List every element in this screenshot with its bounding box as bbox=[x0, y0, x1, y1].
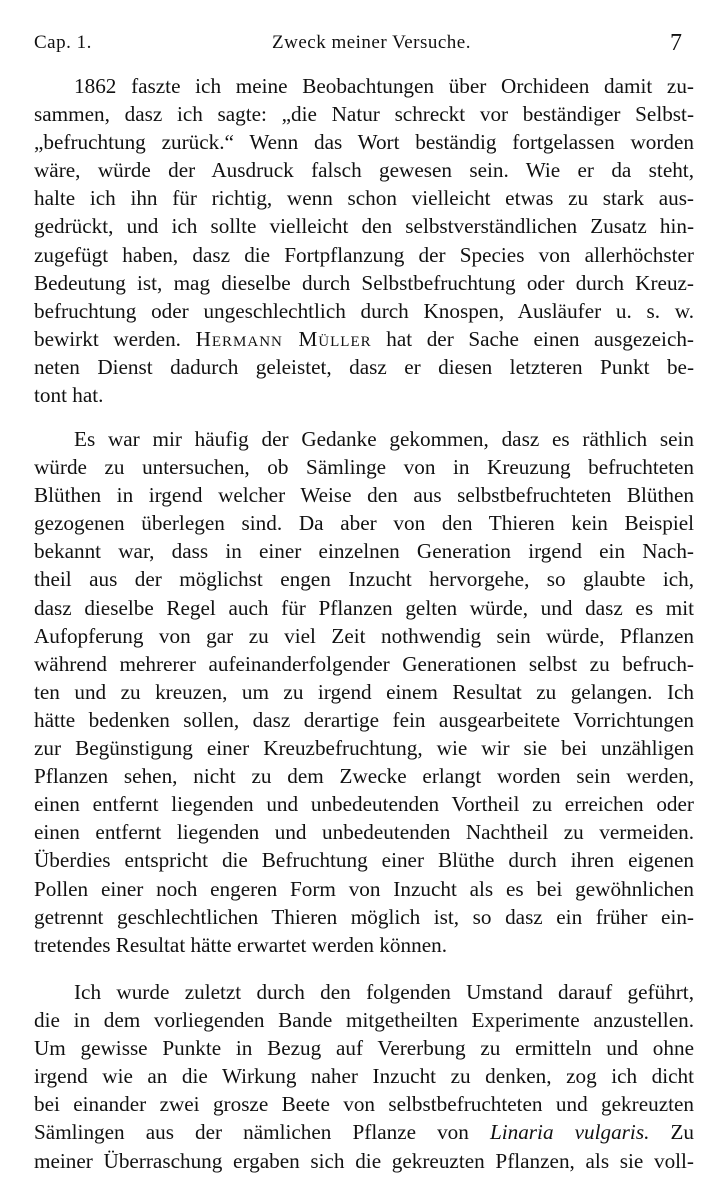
text-line: tont hat. bbox=[34, 383, 104, 408]
text-line: befruchtung oder ungeschlechtlich durch Knospen, Ausläufer u. s. w. bbox=[34, 298, 694, 323]
text-line: neten Dienst dadurch geleistet, dasz er diesen letzteren Punkt be- bbox=[34, 354, 694, 379]
text-line: Blüthen in irgend welcher Weise den aus selbstbefruchteten Blüthen bbox=[34, 483, 694, 508]
text-line: wäre, würde der Ausdruck falsch gewesen sein. Wie er da steht, bbox=[34, 158, 694, 183]
species-name: Linaria vulgaris. bbox=[489, 1120, 650, 1145]
text-line: zur Begünstigung einer Kreuzbefruchtung, wie wir sie bei unzähligen bbox=[34, 736, 694, 761]
text-line: Bedeutung ist, mag dieselbe durch Selbstbefruchtung oder durch Kreuz- bbox=[34, 270, 694, 295]
text-line: Es war mir häufig der Gedanke gekommen, dasz es räthlich sein bbox=[74, 427, 694, 451]
text-line: getrennt geschlechtlichen Thieren möglich ist, so dasz ein früher ein- bbox=[34, 904, 694, 929]
text-line: sammen, dasz ich sagte: „die Natur schreckt vor beständiger Selbst- bbox=[34, 102, 694, 127]
line-text: bewirkt werden. bbox=[34, 326, 196, 351]
paragraph-3 bbox=[34, 978, 694, 1175]
text-line: während mehrerer aufeinanderfolgender Generationen selbst zu befruch- bbox=[34, 651, 694, 676]
line-text: Sämlingen aus der nämlichen Pflanze von bbox=[34, 1120, 490, 1145]
text-line: bekannt war, dass in einer einzelnen Generation irgend ein Nach- bbox=[34, 539, 694, 564]
paragraph-2 bbox=[34, 425, 694, 959]
text-line: einen entfernt liegenden und unbedeutenden Vortheil zu erreichen oder bbox=[34, 792, 694, 817]
text-line: würde zu untersuchen, ob Sämlinge von in Kreuzung befruchteten bbox=[34, 455, 694, 480]
text-line: Überdies entspricht die Befruchtung einer Blüthe durch ihren eigenen bbox=[34, 848, 694, 873]
text-line: bei einander zwei grosze Beete von selbstbefruchteten und gekreuzten bbox=[34, 1092, 694, 1117]
text-line: Aufopferung von gar zu viel Zeit nothwendig sein würde, Pflanzen bbox=[34, 623, 694, 648]
text-line: zugefügt haben, dasz die Fortpflanzung der Species von allerhöchster bbox=[34, 242, 694, 267]
text-line bbox=[34, 1118, 694, 1146]
text-line: theil aus der möglichst engen Inzucht hervorgehe, so glaubte ich, bbox=[34, 567, 694, 592]
text-line: irgend wie an die Wirkung naher Inzucht zu denken, zog ich dicht bbox=[34, 1064, 694, 1089]
page-number: 7 bbox=[670, 30, 682, 56]
text-line: Pflanzen sehen, nicht zu dem Zwecke erlangt worden sein werden, bbox=[34, 764, 694, 789]
running-title: Zweck meiner Versuche. bbox=[272, 32, 471, 53]
text-line: ten und zu kreuzen, um zu irgend einem Resultat zu gelangen. Ich bbox=[34, 679, 694, 704]
text-line: die in dem vorliegenden Bande mitgetheilten Experimente anzustellen. bbox=[34, 1008, 694, 1033]
text-line: Ich wurde zuletzt durch den folgenden Umstand darauf geführt, bbox=[74, 980, 694, 1004]
running-head bbox=[34, 30, 682, 60]
text-line: meiner Überraschung ergaben sich die gekreuzten Pflanzen, als sie voll- bbox=[34, 1148, 694, 1173]
chapter-label: Cap. 1. bbox=[34, 32, 92, 53]
paragraph-1 bbox=[34, 72, 694, 409]
text-line: Um gewisse Punkte in Bezug auf Vererbung zu ermitteln und ohne bbox=[34, 1036, 694, 1061]
text-line: dasz dieselbe Regel auch für Pflanzen gelten würde, und dasz es mit bbox=[34, 595, 694, 620]
text-line: halte ich ihn für richtig, wenn schon vielleicht etwas zu stark aus- bbox=[34, 186, 694, 211]
text-line: 1862 faszte ich meine Beobachtungen über Orchideen damit zu- bbox=[74, 74, 694, 98]
author-name: Hermann Müller bbox=[195, 326, 372, 351]
text-line: einen entfernt liegenden und unbedeutenden Nachtheil zu vermeiden. bbox=[34, 820, 694, 845]
line-text: Zu bbox=[649, 1120, 694, 1145]
text-line: tretendes Resultat hätte erwartet werden können. bbox=[34, 932, 447, 957]
text-line bbox=[34, 325, 694, 353]
text-line: gedrückt, und ich sollte vielleicht den selbstverständlichen Zusatz hin- bbox=[34, 214, 694, 239]
line-text: hat der Sache einen ausgezeich- bbox=[371, 326, 694, 351]
text-line: hätte bedenken sollen, dasz derartige fein ausgearbeitete Vorrichtungen bbox=[34, 707, 694, 732]
text-line: Pollen einer noch engeren Form von Inzucht als es bei gewöhnlichen bbox=[34, 876, 694, 901]
text-line: „befruchtung zurück.“ Wenn das Wort beständig fortgelassen worden bbox=[34, 130, 694, 155]
text-line: gezogenen überlegen sind. Da aber von den Thieren kein Beispiel bbox=[34, 511, 694, 536]
